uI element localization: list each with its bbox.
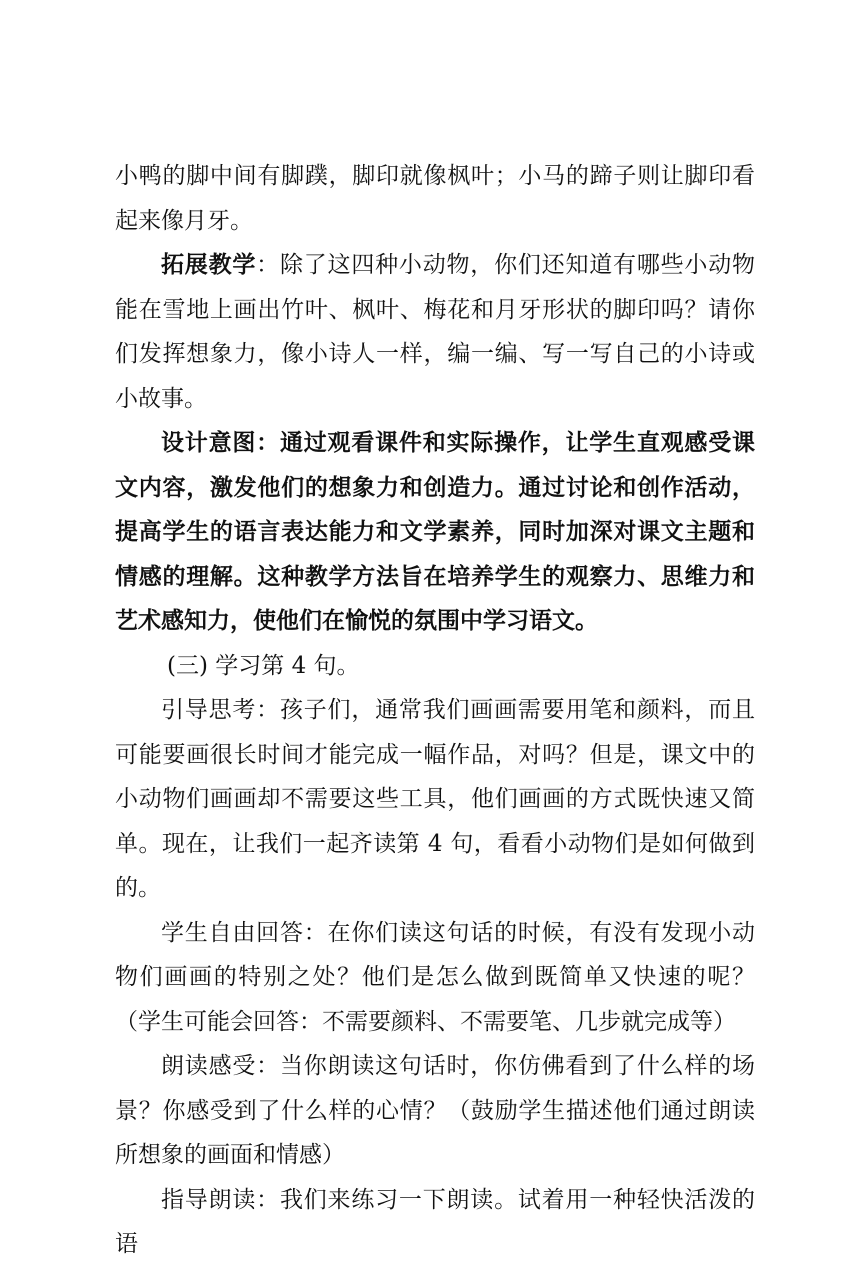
extension-teaching-text: ：除了这四种小动物，你们还知道有哪些小动物能在雪地上画出竹叶、枫叶、梅花和月牙形状的脚印吗？请你们发挥想象力，像小诗人一样，编一编、写一写自己的小诗或小故事。 bbox=[115, 252, 756, 412]
paragraph-student-answer: 学生自由回答：在你们读这句话的时候，有没有发现小动物们画画的特别之处？他们是怎么做到既简单又快速的呢？（学生可能会回答：不需要颜料、不需要笔、几步就完成等） bbox=[115, 919, 755, 1035]
paragraph-extension-teaching bbox=[115, 243, 755, 421]
paragraph-continuation: 小鸭的脚中间有脚蹼，脚印就像枫叶；小马的蹄子则让脚印看起来像月牙。 bbox=[115, 163, 755, 234]
paragraph-reading-feeling: 朗读感受：当你朗读这句话时，你仿佛看到了什么样的场景？你感受到了什么样的心情？（鼓励学生描述他们通过朗读所想象的画面和情感） bbox=[115, 1053, 755, 1168]
section-heading: (三) 学习第 4 句。 bbox=[167, 652, 360, 679]
paragraph-guided-thinking: 引导思考：孩子们，通常我们画画需要用笔和颜料，而且可能要画很长时间才能完成一幅作品，对吗？但是，课文中的小动物们画画却不需要这些工具，他们画画的方式既快速又简单。现在，让我们一起齐读第 4 句，看看小动物们是如何做到的。 bbox=[115, 697, 755, 901]
extension-teaching-label: 拓展教学 bbox=[161, 251, 257, 278]
paragraph-design-intent: 设计意图：通过观看课件和实际操作，让学生直观感受课文内容，激发他们的想象力和创造力。通过讨论和创作活动，提高学生的语言表达能力和文学素养，同时加深对课文主题和情感的理解。这种教学方法旨在培养学生的观察力、思维力和艺术感知力，使他们在愉悦的氛围中学习语文。 bbox=[115, 429, 755, 634]
paragraph-guided-reading: 指导朗读：我们来练习一下朗读。试着用一种轻快活泼的语 bbox=[115, 1186, 755, 1257]
document-page bbox=[115, 154, 755, 1267]
